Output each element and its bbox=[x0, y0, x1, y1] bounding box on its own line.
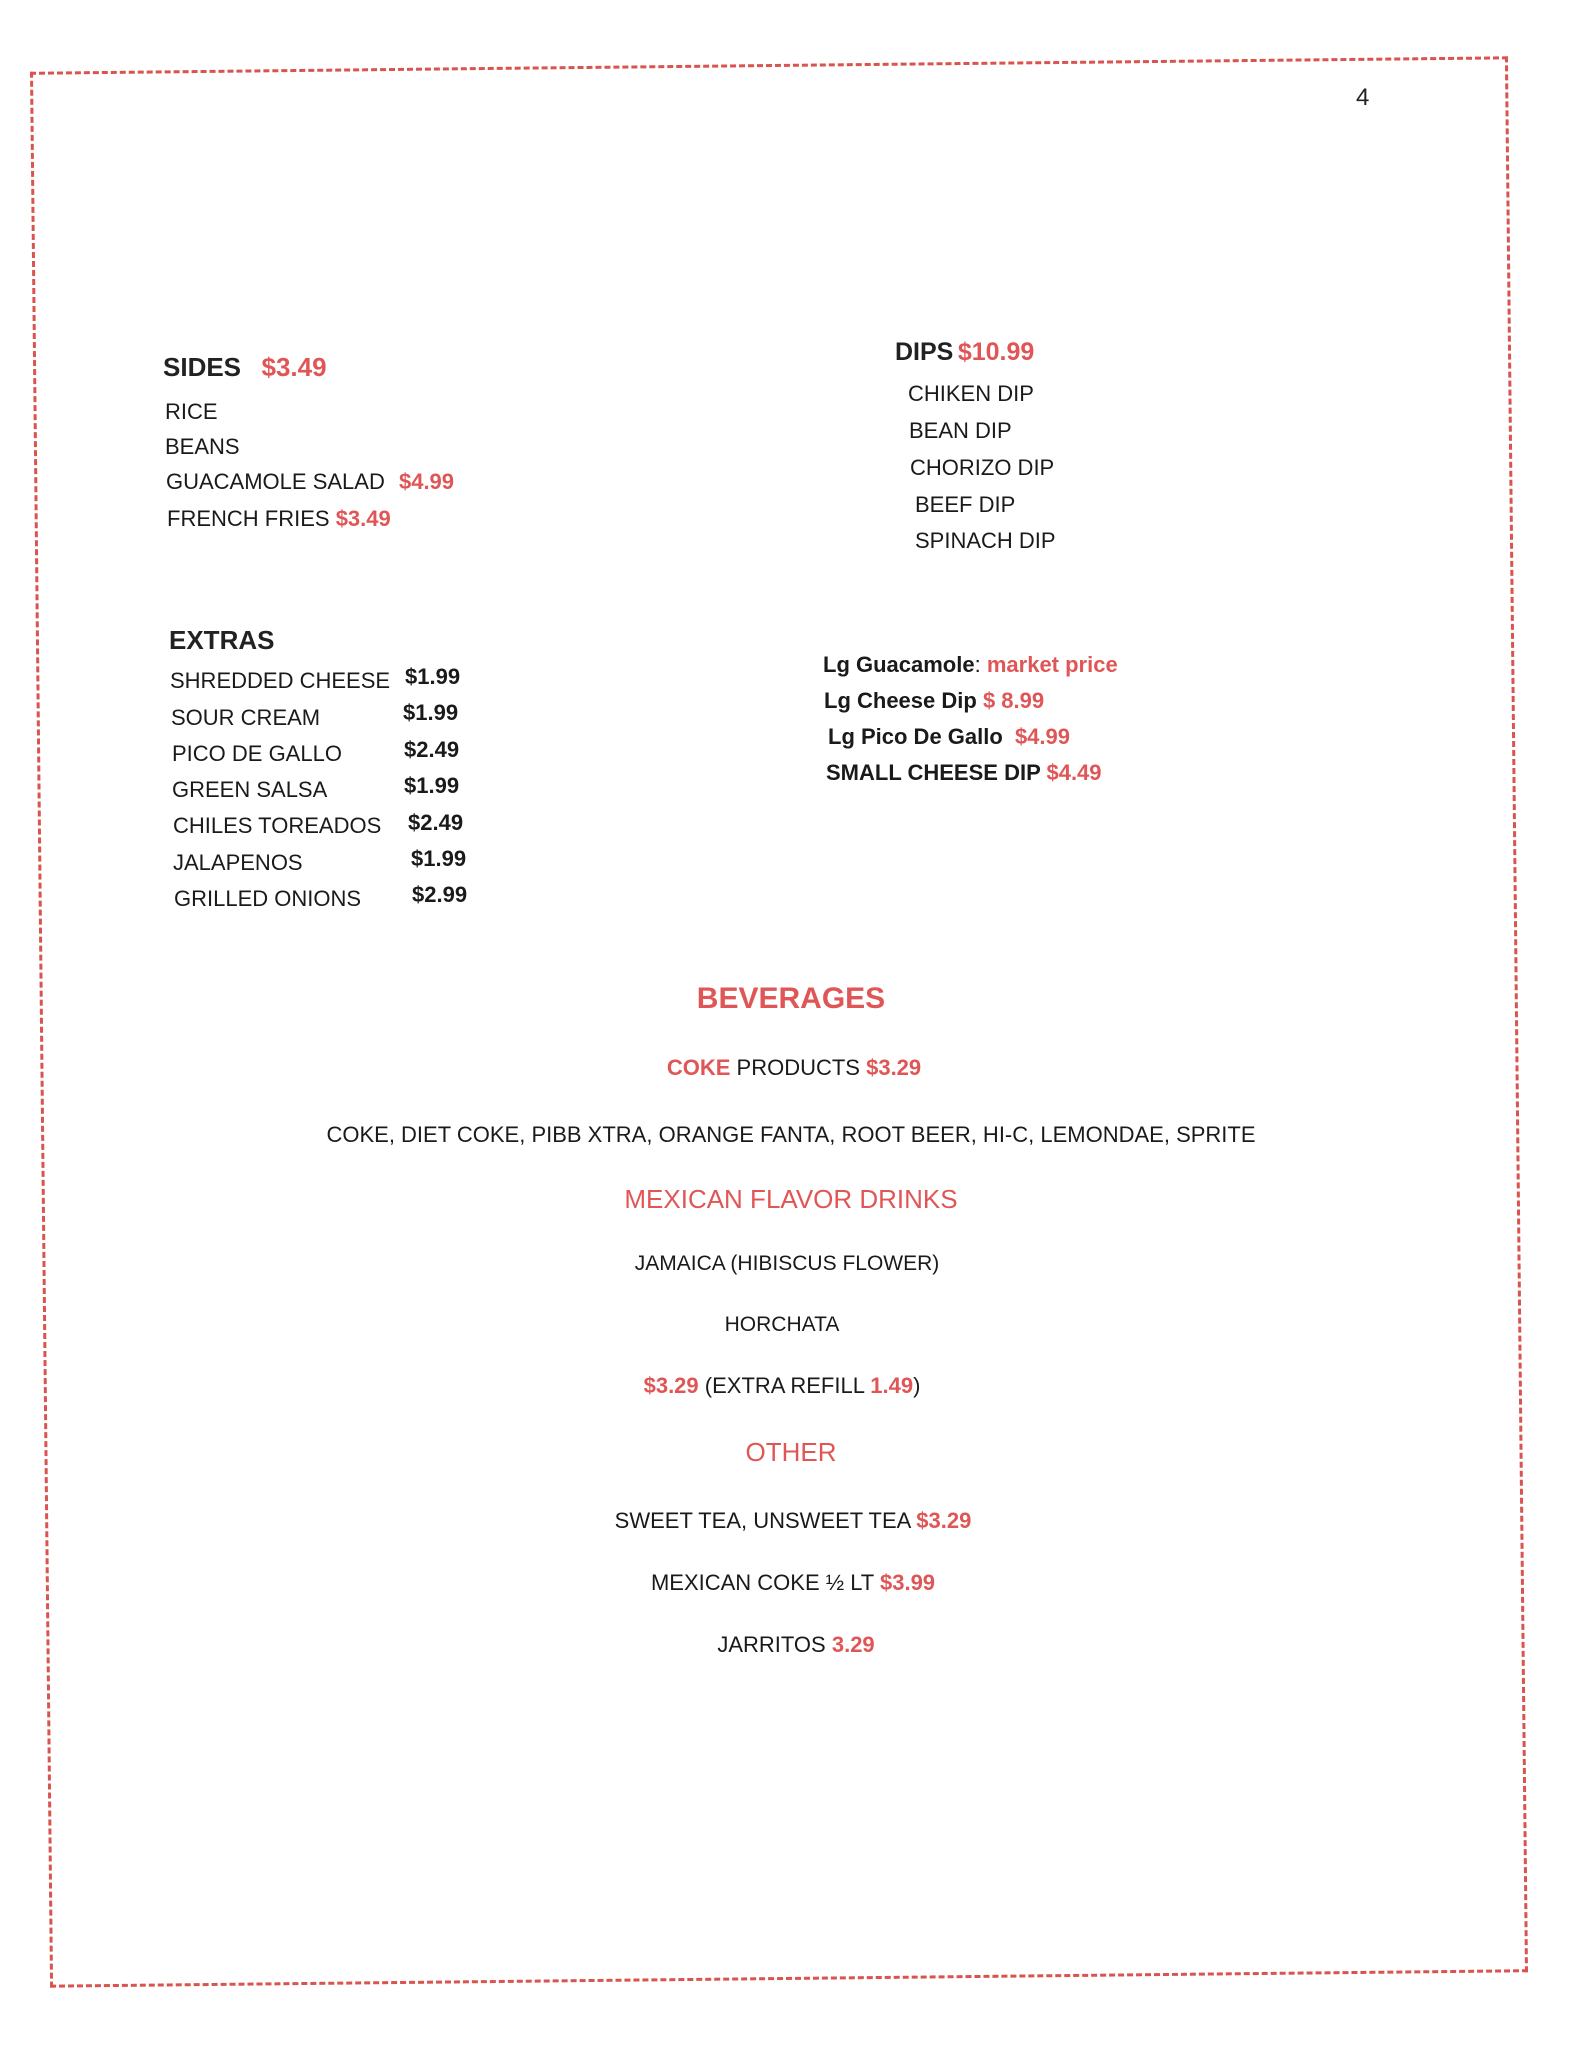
extras-item-price: $1.99 bbox=[405, 664, 461, 689]
large-item-pico-de-gallo: Lg Pico De Gallo $4.99 bbox=[828, 724, 1070, 749]
page-border bbox=[30, 56, 1528, 1987]
sides-item-rice: RICE bbox=[165, 399, 218, 424]
dips-title: DIPS bbox=[895, 338, 954, 366]
sides-item-french-fries: FRENCH FRIES $3.49 bbox=[167, 506, 391, 531]
mexican-coke-line: MEXICAN COKE ½ LT $3.99 bbox=[650, 1570, 936, 1595]
sides-header bbox=[163, 352, 327, 383]
large-item-cheese-dip: Lg Cheese Dip $ 8.99 bbox=[824, 688, 1045, 713]
horchata-item: HORCHATA bbox=[724, 1313, 840, 1336]
dips-item: BEEF DIP bbox=[915, 492, 1016, 517]
small-cheese-dip: SMALL CHEESE DIP $4.49 bbox=[826, 760, 1102, 785]
tea-line: SWEET TEA, UNSWEET TEA $3.29 bbox=[614, 1508, 972, 1533]
sides-title: SIDES bbox=[163, 352, 242, 382]
dips-header bbox=[895, 338, 1034, 367]
extras-item-price: $2.99 bbox=[412, 882, 468, 907]
sides-item-guacamole-salad-price: $4.99 bbox=[398, 469, 455, 494]
dips-item: CHORIZO DIP bbox=[910, 455, 1055, 480]
sides-item-guacamole-salad: GUACAMOLE SALAD $4.99 bbox=[166, 469, 455, 494]
dips-item: SPINACH DIP bbox=[915, 528, 1056, 553]
jarritos-line: JARRITOS 3.29 bbox=[717, 1632, 875, 1657]
extras-item: PICO DE GALLO bbox=[172, 741, 342, 766]
extras-item: SHREDDED CHEESE bbox=[170, 668, 391, 693]
dips-item: CHIKEN DIP bbox=[908, 381, 1034, 406]
dips-item: BEAN DIP bbox=[909, 418, 1012, 443]
extras-item: CHILES TOREADOS bbox=[173, 813, 382, 838]
extras-item: JALAPENOS bbox=[173, 850, 303, 875]
jamaica-item: JAMAICA (HIBISCUS FLOWER) bbox=[634, 1252, 940, 1275]
extras-title: EXTRAS bbox=[169, 625, 275, 655]
sides-item-french-fries-price: $3.49 bbox=[335, 506, 391, 531]
extras-item-price: $2.49 bbox=[404, 737, 460, 762]
other-title: OTHER bbox=[745, 1437, 837, 1467]
coke-products-line: COKE PRODUCTS $3.29 bbox=[666, 1055, 922, 1080]
extras-item-price: $1.99 bbox=[403, 700, 459, 725]
mexican-drink-price-line: $3.29 (EXTRA REFILL 1.49) bbox=[643, 1373, 921, 1398]
sides-price: $3.49 bbox=[261, 352, 327, 382]
extras-item: SOUR CREAM bbox=[171, 705, 321, 730]
extras-item-price: $1.99 bbox=[411, 846, 467, 871]
sides-item-beans: BEANS bbox=[165, 434, 240, 459]
dips-price: $10.99 bbox=[957, 338, 1035, 366]
extras-item: GREEN SALSA bbox=[172, 777, 328, 802]
coke-list: COKE, DIET COKE, PIBB XTRA, ORANGE FANTA, ROOT BEER, HI-C, LEMONDAE, SPRITE bbox=[326, 1122, 1256, 1147]
beverages-title: BEVERAGES bbox=[696, 982, 886, 1015]
extras-item: GRILLED ONIONS bbox=[174, 886, 362, 911]
extras-item-price: $2.49 bbox=[408, 810, 464, 835]
mexican-flavor-title: MEXICAN FLAVOR DRINKS bbox=[624, 1184, 958, 1214]
page-number: 4 bbox=[1356, 84, 1370, 111]
large-item-guacamole: Lg Guacamole: market price bbox=[823, 652, 1118, 677]
extras-item-price: $1.99 bbox=[404, 773, 460, 798]
